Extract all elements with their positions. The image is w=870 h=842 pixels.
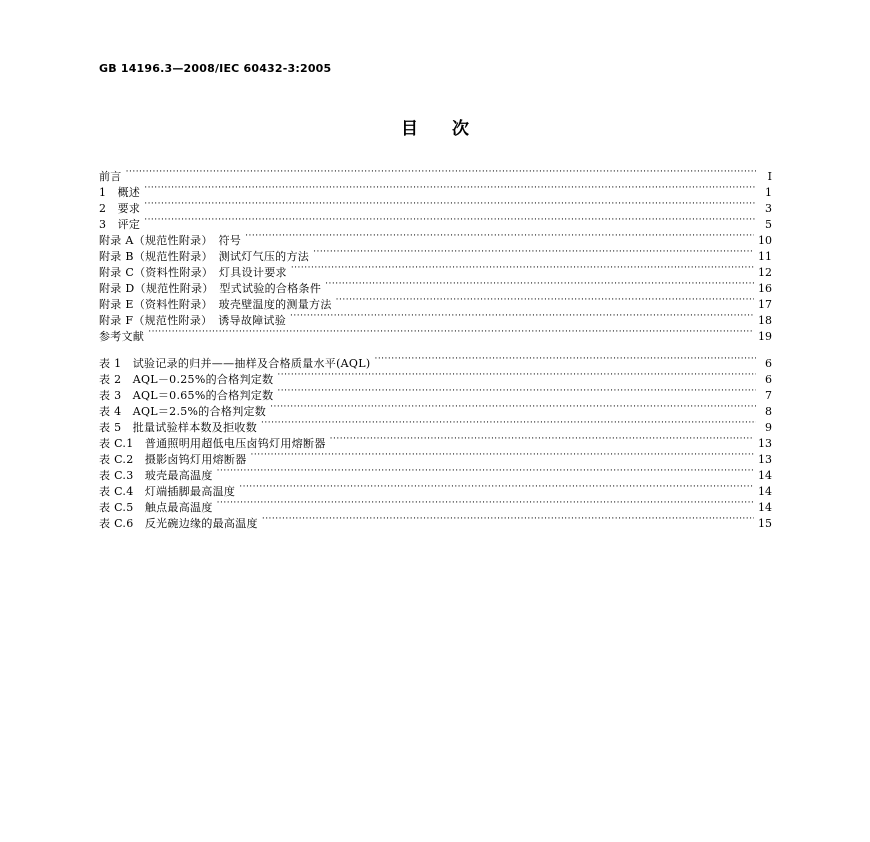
dot-leader [291, 260, 754, 276]
entry-label: 表 2 AQL－0.25%的合格判定数 [99, 373, 274, 386]
entry-label: 表 C.4 灯端插脚最高温度 [99, 485, 236, 498]
entry-label: 2 要求 [99, 202, 141, 215]
entry-label: 表 5 批量试验样本数及拒收数 [99, 421, 257, 434]
entry-page-number: 6 [765, 357, 772, 370]
entry-page-number: 19 [758, 330, 772, 343]
entry-label: 前言 [99, 170, 122, 183]
entry-page-number: 17 [758, 298, 772, 311]
entry-label: 参考文献 [99, 330, 145, 343]
entry-page-number: 7 [765, 389, 772, 402]
dot-leader [330, 431, 754, 447]
entry-label: 附录 B（规范性附录） 测试灯气压的方法 [99, 250, 310, 263]
standard-number: GB 14196.3—2008/IEC 60432-3:2005 [99, 62, 332, 75]
entry-label: 附录 A（规范性附录） 符号 [99, 234, 242, 247]
toc-entry [99, 164, 772, 183]
entry-page-number: 15 [758, 517, 772, 530]
entry-page-number: 3 [765, 202, 772, 215]
dot-leader [261, 415, 756, 431]
toc-entry [99, 324, 772, 343]
entry-page-number: 13 [758, 437, 772, 450]
entry-label: 表 C.3 玻壳最高温度 [99, 469, 213, 482]
entry-page-number: 14 [758, 485, 772, 498]
entry-page-number: 9 [765, 421, 772, 434]
table-entry [99, 351, 772, 370]
dot-leader [251, 447, 754, 463]
dot-leader [239, 479, 754, 495]
dot-leader [144, 212, 756, 228]
toc-entry [99, 180, 772, 199]
dot-leader [277, 383, 756, 399]
entry-page-number: 14 [758, 501, 772, 514]
entry-page-number: I [767, 170, 772, 183]
contents-list [99, 164, 772, 343]
entry-page-number: 18 [758, 314, 772, 327]
entry-label: 附录 D（规范性附录） 型式试验的合格条件 [99, 282, 322, 295]
entry-label: 附录 F（规范性附录） 诱导故障试验 [99, 314, 287, 327]
entry-label: 表 C.1 普通照明用超低电压卤钨灯用熔断器 [99, 437, 326, 450]
dot-leader [245, 228, 754, 244]
entry-page-number: 14 [758, 469, 772, 482]
entry-label: 3 评定 [99, 218, 141, 231]
dot-leader [144, 196, 756, 212]
dot-leader [148, 324, 754, 340]
dot-leader [217, 463, 754, 479]
entry-label: 1 概述 [99, 186, 141, 199]
dot-leader [325, 276, 754, 292]
entry-page-number: 6 [765, 373, 772, 386]
entry-page-number: 13 [758, 453, 772, 466]
entry-label: 附录 E（资料性附录） 玻壳壁温度的测量方法 [99, 298, 332, 311]
entry-page-number: 11 [758, 250, 772, 263]
entry-page-number: 5 [765, 218, 772, 231]
entry-page-number: 12 [758, 266, 772, 279]
entry-label: 表 1 试验记录的归并——抽样及合格质量水平(AQL) [99, 357, 371, 370]
entry-page-number: 8 [765, 405, 772, 418]
entry-label: 表 4 AQL＝2.5%的合格判定数 [99, 405, 267, 418]
dot-leader [270, 399, 756, 415]
toc-entry [99, 212, 772, 231]
entry-page-number: 16 [758, 282, 772, 295]
entry-label: 表 C.5 触点最高温度 [99, 501, 213, 514]
dot-leader [336, 292, 754, 308]
entry-label: 表 C.2 摄影卤钨灯用熔断器 [99, 453, 247, 466]
toc-entry [99, 228, 772, 247]
dot-leader [277, 367, 756, 383]
entry-page-number: 1 [765, 186, 772, 199]
toc-entry [99, 196, 772, 215]
tables-list [99, 351, 772, 530]
dot-leader [144, 180, 756, 196]
entry-label: 表 3 AQL＝0.65%的合格判定数 [99, 389, 274, 402]
entry-page-number: 10 [758, 234, 772, 247]
dot-leader [262, 511, 754, 527]
dot-leader [290, 308, 754, 324]
entry-label: 附录 C（资料性附录） 灯具设计要求 [99, 266, 287, 279]
entry-label: 表 C.6 反光碗边缘的最高温度 [99, 517, 258, 530]
dot-leader [217, 495, 754, 511]
dot-leader [374, 351, 756, 367]
dot-leader [313, 244, 754, 260]
dot-leader [126, 164, 756, 180]
page-title: 目 次 [401, 119, 469, 139]
